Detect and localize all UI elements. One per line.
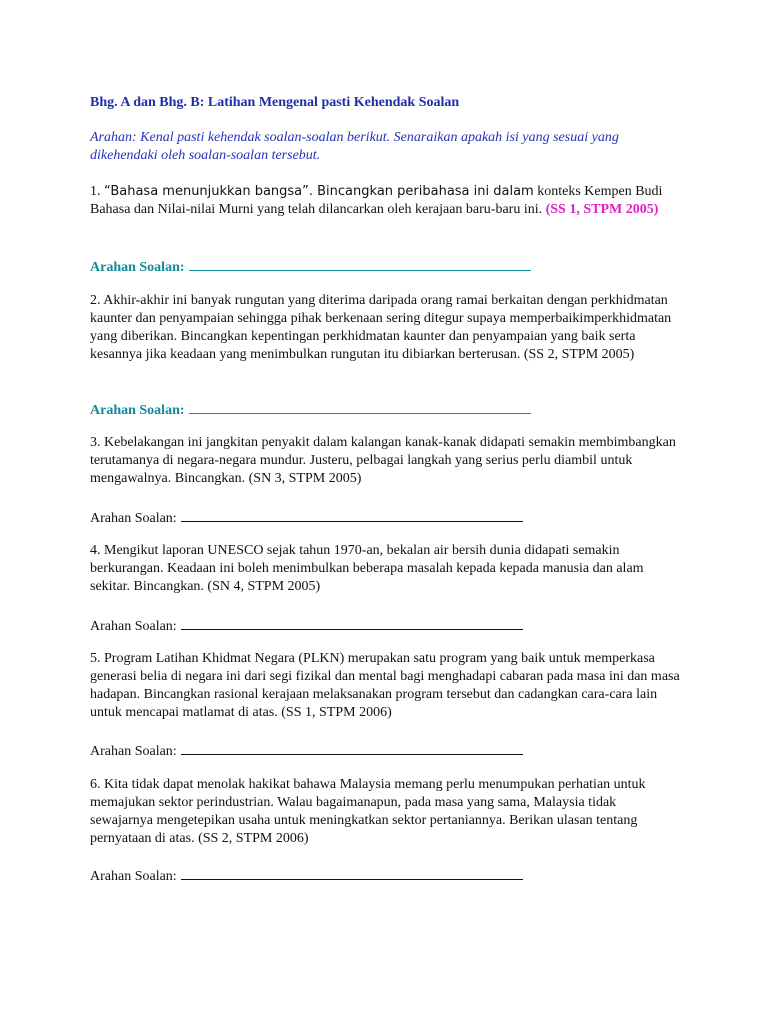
answer-label: Arahan Soalan:	[90, 744, 177, 759]
answer-blank[interactable]	[181, 741, 523, 755]
answer-blank[interactable]	[181, 866, 523, 880]
answer-label: Arahan Soalan:	[90, 869, 177, 884]
answer-line-3	[90, 508, 650, 528]
answer-line-4	[90, 616, 650, 636]
question-1-number: 1.	[90, 184, 101, 199]
question-1-source: (SS 1, STPM 2005)	[545, 202, 659, 217]
answer-label: Arahan Soalan:	[90, 260, 185, 275]
question-5: 5. Program Latihan Khidmat Negara (PLKN) merupakan satu program yang baik untuk memperkasa generasi belia di negara ini dari segi fizikal dan mental bagi menghadapi cabaran pada masa ini dan masa hadapan. Bincangkan rasional kerajaan melaksanakan program tersebut dan cadangkan cara-cara lain untuk mencapai matlamat di atas. (SS 1, STPM 2006)	[90, 651, 680, 720]
answer-line-5	[90, 741, 650, 761]
question-6: 6. Kita tidak dapat menolak hakikat bahawa Malaysia memang perlu menumpukan perhatian untuk memajukan sektor perindustrian. Walau bagaimanapun, pada masa yang sama, Malaysia tidak sewajarnya mengetepikan usaha untuk meningkatkan sektor pertaniannya. Berikan ulasan tentang pernyataan di atas. (SS 2, STPM 2006)	[90, 777, 646, 846]
answer-line-1	[90, 257, 650, 277]
answer-line-6	[90, 866, 650, 886]
answer-blank[interactable]	[189, 400, 531, 414]
answer-label: Arahan Soalan:	[90, 619, 177, 634]
instruction-text: Arahan: Kenal pasti kehendak soalan-soalan berikut. Senaraikan apakah isi yang sesuai yang dikehendaki oleh soalan-soalan tersebut.	[90, 130, 619, 163]
answer-line-2	[90, 400, 650, 420]
question-4: 4. Mengikut laporan UNESCO sejak tahun 1970-an, bekalan air bersih dunia didapati semakin berkurangan. Keadaan ini boleh menimbulkan beberapa masalah kepada kepada manusia dan alam sekitar. Bincangkan. (SN 4, STPM 2005)	[90, 543, 644, 594]
page-title: Bhg. A dan Bhg. B: Latihan Mengenal pasti Kehendak Soalan	[90, 95, 460, 110]
question-1	[90, 183, 680, 219]
question-1-text: konteks Kempen Budi Bahasa dan Nilai-nilai Murni yang telah dilancarkan oleh kerajaan baru-baru ini.	[90, 184, 663, 217]
question-2: 2. Akhir-akhir ini banyak rungutan yang diterima daripada orang ramai berkaitan dengan perkhidmatan kaunter dan penyampaian sehingga pihak berkenaan sering ditegur supaya memperbaikimperkhidmatan yang diberikan. Bincangkan kepentingan perkhidmatan kaunter dan penyampaian yang baik serta kesannya jika keadaan yang menimbulkan rungutan itu dibiarkan berterusan. (SS 2, STPM 2005)	[90, 293, 672, 362]
question-3: 3. Kebelakangan ini jangkitan penyakit dalam kalangan kanak-kanak didapati semakin membimbangkan terutamanya di negara-negara mundur. Justeru, pelbagai langkah yang serius perlu diambil untuk mengawalnya. Bincangkan. (SN 3, STPM 2005)	[90, 435, 676, 486]
question-1-quote: “Bahasa menunjukkan bangsa”. Bincangkan peribahasa ini dalam	[104, 184, 534, 199]
answer-blank[interactable]	[181, 508, 523, 522]
answer-blank[interactable]	[189, 257, 531, 271]
answer-label: Arahan Soalan:	[90, 511, 177, 526]
answer-label: Arahan Soalan:	[90, 403, 185, 418]
answer-blank[interactable]	[181, 616, 523, 630]
